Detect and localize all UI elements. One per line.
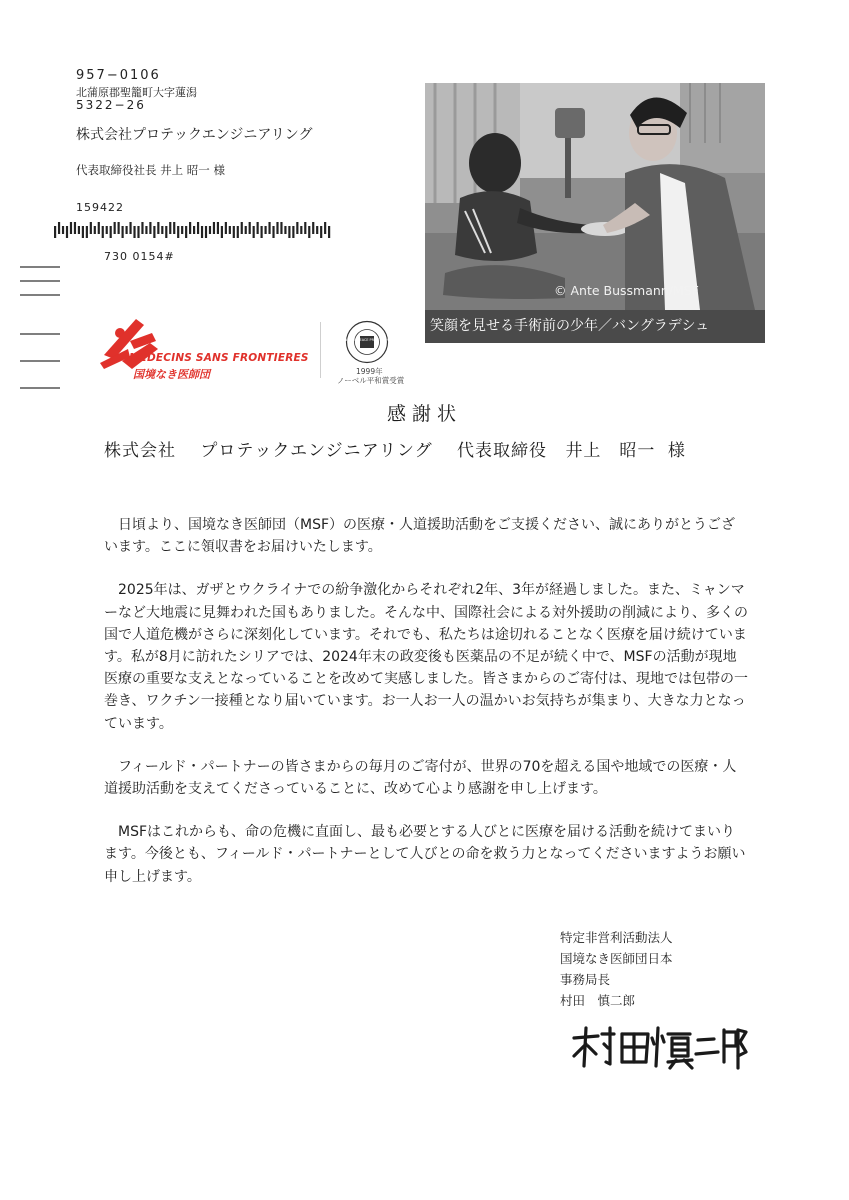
barcode-bar: [296, 222, 298, 234]
barcode-bar: [102, 226, 104, 238]
msf-name-japanese: 国境なき医師団: [133, 368, 210, 381]
barcode-bar: [328, 226, 330, 238]
barcode-bar: [122, 226, 124, 238]
letter-title: 感謝状: [386, 403, 462, 425]
nobel-award-text: ノーベル平和賞受賞: [337, 376, 405, 385]
letter-paragraph: MSFはこれからも、命の危機に直面し、最も必要とする人びとに医療を届ける活動を続けてまいります。今後とも、フィールド・パートナーとして人びとの命を救う力となってくださいますようお願い申し上げます。: [104, 824, 746, 885]
barcode-bar: [300, 226, 302, 234]
barcode-bar: [324, 222, 326, 234]
signature-org-type: 特定非営利活動法人: [560, 930, 673, 945]
barcode-bar: [78, 226, 80, 234]
barcode-bar: [169, 222, 171, 234]
barcode-bar: [201, 226, 203, 238]
address-line-2: 5322−26: [76, 98, 146, 112]
barcode-bar: [161, 226, 163, 234]
photo-credit: © Ante Bussmann/MSF: [554, 283, 699, 298]
postal-code: 957−0106: [76, 68, 161, 83]
barcode-bar: [276, 222, 278, 234]
customer-code: 159422: [76, 201, 124, 214]
barcode-bar: [137, 226, 139, 238]
recipient-honorific: 様: [667, 441, 686, 461]
handwritten-signature: [568, 1022, 748, 1070]
barcode-bar: [193, 226, 195, 234]
barcode-bar: [205, 226, 207, 238]
barcode-bar: [249, 222, 251, 234]
barcode-bar: [280, 222, 282, 234]
barcode-bar: [264, 226, 266, 234]
barcode-bar: [110, 226, 112, 238]
barcode-bar: [268, 222, 270, 234]
barcode-bar: [261, 226, 263, 238]
barcode-bar: [288, 226, 290, 238]
barcode-bar: [217, 222, 219, 234]
barcode-bar: [133, 226, 135, 238]
barcode-bar: [90, 222, 92, 234]
barcode-bar: [233, 226, 235, 238]
address-person: 代表取締役社長 井上 昭一 様: [76, 163, 225, 177]
barcode-bar: [272, 226, 274, 238]
barcode-bar: [189, 222, 191, 234]
barcode-bar: [149, 222, 151, 234]
letter-paragraph: フィールド・パートナーの皆さまからの毎月のご寄付が、世界の70を超える国や地域での医療・人道援助活動を支えてくださっていることに、改めて心より感謝を申し上げます。: [104, 758, 737, 798]
barcode-bar: [229, 226, 231, 234]
letter-paragraph: 2025年は、ガザとウクライナでの紛争激化からそれぞれ2年、3年が経過しました。また、ミャンマーなど大地震に見舞われた国もありました。そんな中、国際社会による対外援助の削減により、多くの国で人道危機がさらに深刻化しています。それでも、私たちは途切れることなく医療を届け続けています。私が8月に訪れたシリアでは、2024年末の政変後も医薬品の不足が続く中で、MSFの活動が現地医療の重要な支えとなっていることを改めて実感しました。皆さまからのご寄付は、現地では包帯の一巻き、ワクチン一接種となり届いています。お一人お一人の温かいお気持ちが集まり、大きな力となっています。: [104, 582, 748, 732]
signature-title: 事務局長: [560, 972, 611, 987]
barcode-bar: [66, 226, 68, 238]
barcode-bar: [118, 222, 120, 234]
signature-name: 村田 慎二郎: [560, 993, 636, 1008]
barcode-bar: [74, 222, 76, 234]
msf-name-english: MEDECINS SANS FRONTIERES: [129, 352, 309, 364]
photo-boy-and-doctor: [425, 83, 765, 310]
barcode-bar: [145, 226, 147, 234]
margin-marks: [20, 264, 62, 396]
barcode-bar: [54, 226, 56, 238]
barcode-bar: [173, 222, 175, 234]
logo-divider: [320, 322, 321, 378]
nobel-prize-seal: [345, 320, 389, 364]
barcode-bar: [237, 226, 239, 238]
recipient-person: 井上 昭一: [565, 441, 656, 461]
barcode-bar: [284, 226, 286, 234]
barcode-bar: [58, 222, 60, 234]
barcode-bar: [209, 226, 211, 234]
barcode-bar: [106, 226, 108, 234]
barcode-bar: [241, 222, 243, 234]
nobel-award-year: 1999年: [356, 367, 383, 376]
barcode-bar: [153, 226, 155, 238]
barcode-bar: [181, 226, 183, 234]
barcode-bar: [114, 222, 116, 234]
barcode-bar: [177, 226, 179, 238]
address-line-1: 北蒲原郡聖籠町大字蓮潟: [76, 86, 197, 99]
barcode-bar: [62, 226, 64, 234]
barcode-bar: [292, 226, 294, 238]
address-company: 株式会社プロテックエンジニアリング: [76, 127, 313, 143]
letter-body: [104, 514, 749, 909]
svg-text:NOBEL PEACE PRIZE 1999: NOBEL PEACE PRIZE 1999: [345, 338, 389, 342]
barcode-bar: [185, 226, 187, 238]
barcode-bar: [253, 226, 255, 238]
barcode-bar: [320, 226, 322, 238]
barcode-bar: [165, 226, 167, 238]
recipient-role: 代表取締役: [457, 441, 548, 461]
barcode-bar: [213, 222, 215, 234]
barcode-bar: [98, 222, 100, 234]
reference-number: 730 0154#: [104, 250, 175, 263]
barcode-bar: [94, 226, 96, 234]
barcode-bar: [312, 222, 314, 234]
barcode-bar: [82, 226, 84, 238]
letter-recipient: [104, 436, 704, 461]
barcode-bar: [129, 222, 131, 234]
barcode-bar: [245, 226, 247, 234]
barcode-bar: [197, 222, 199, 234]
barcode-bar: [86, 226, 88, 238]
barcode-bar: [316, 226, 318, 234]
barcode-bar: [308, 226, 310, 238]
signature-block: [560, 927, 673, 1011]
postal-barcode: [54, 222, 332, 238]
barcode-bar: [157, 222, 159, 234]
barcode-bar: [125, 226, 127, 234]
barcode-bar: [257, 222, 259, 234]
recipient-company-type: 株式会社: [104, 441, 176, 461]
barcode-bar: [304, 222, 306, 234]
barcode-bar: [225, 222, 227, 234]
letter-paragraph: 日頃より、国境なき医師団（MSF）の医療・人道援助活動をご支援ください、誠にありがとうございます。ここに領収書をお届けいたします。: [104, 517, 736, 556]
recipient-company-name: プロテックエンジニアリング: [200, 441, 433, 461]
photo-caption: 笑顔を見せる手術前の少年／バングラデシュ: [425, 310, 765, 343]
barcode-bar: [221, 226, 223, 238]
barcode-bar: [70, 222, 72, 234]
signature-org-name: 国境なき医師団日本: [560, 951, 673, 966]
barcode-bar: [141, 222, 143, 234]
